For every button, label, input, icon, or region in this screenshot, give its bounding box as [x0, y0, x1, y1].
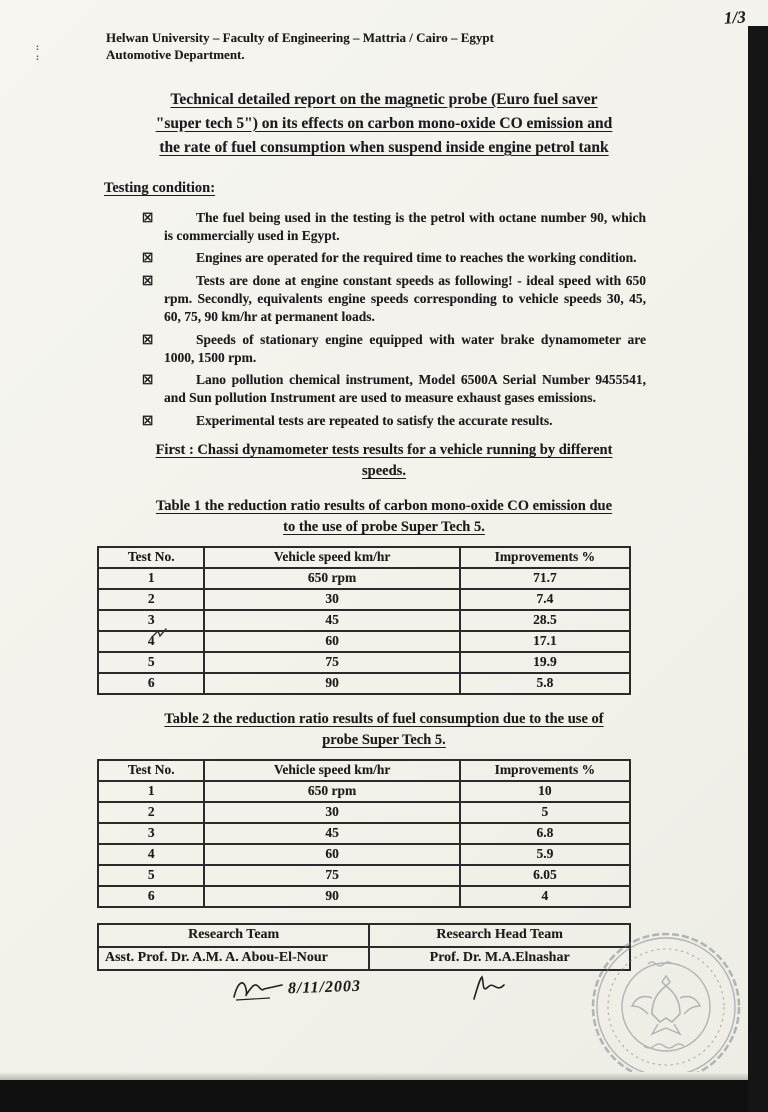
col-header: Vehicle speed km/hr [204, 547, 459, 568]
conditions-list [142, 209, 646, 430]
col-header: Test No. [98, 547, 204, 568]
checkbox-icon: ☒ [142, 413, 154, 428]
col-header: Test No. [98, 760, 204, 781]
section-heading-first: First : Chassi dynamometer tests results for a vehicle running by different speeds. [155, 441, 613, 479]
table-row: 5 75 19.9 [98, 652, 630, 673]
signature-scribble [468, 975, 508, 1003]
checkbox-icon: ☒ [142, 251, 154, 266]
list-item [142, 249, 646, 267]
table-row [98, 947, 630, 970]
pen-mark [150, 627, 168, 641]
report-title [94, 88, 674, 160]
condition-text: The fuel being used in the testing is the petrol with octane number 90, which is commercially used in Egypt. [164, 209, 646, 243]
col-header: Improvements % [460, 547, 630, 568]
checkbox-icon: ☒ [142, 274, 154, 289]
checkbox-icon: ☒ [142, 373, 154, 388]
scan-edge-right [748, 26, 768, 1112]
table-row: 5 75 6.05 [98, 865, 630, 886]
scan-speckles: : : [36, 42, 39, 62]
scan-shadow [0, 1072, 768, 1080]
researcher-name: Asst. Prof. Dr. A.M. A. Abou-El-Nour [98, 947, 369, 970]
table-header-row [98, 924, 630, 947]
table1-caption: Table 1 the reduction ratio results of carbon mono-oxide CO emission due to the use of probe Super Tech 5. [155, 497, 613, 535]
condition-text: Speeds of stationary engine equipped with water brake dynamometer are 1000, 1500 rpm. [164, 331, 646, 365]
list-item [142, 209, 646, 245]
checkbox-icon: ☒ [142, 332, 154, 347]
table-row: 2 30 7.4 [98, 589, 630, 610]
table-row: 1 650 rpm 71.7 [98, 568, 630, 589]
condition-text: Tests are done at engine constant speeds as following! - ideal speed with 650 rpm. Secondly, equivalents engine speeds corresponding to vehicle speeds 30, 45, 60, 75, 90 km/hr at permanent loads. [164, 273, 646, 324]
handwritten-date: 8/11/2003 [287, 977, 362, 998]
testing-condition-heading: Testing condition: [104, 179, 216, 196]
title-line: "super tech 5") on its effects on carbon mono-oxide CO emission and [155, 114, 613, 132]
condition-text: Engines are operated for the required time to reaches the working condition. [196, 250, 637, 266]
table-row: 2 30 5 [98, 802, 630, 823]
researcher-name: Prof. Dr. M.A.Elnashar [369, 947, 630, 970]
table-row: 6 90 5.8 [98, 673, 630, 694]
table-row: 3 45 6.8 [98, 823, 630, 844]
list-item [142, 412, 646, 430]
table-co-emission [97, 546, 631, 695]
research-team-table [97, 923, 631, 971]
table-row: 6 90 4 [98, 886, 630, 907]
table-row: 3 45 28.5 [98, 610, 630, 631]
letterhead-line1: Helwan University – Faculty of Engineering – Mattria / Cairo – Egypt [106, 30, 494, 45]
table-row: 4 60 17.1 [98, 631, 630, 652]
letterhead [106, 30, 768, 64]
col-header: Vehicle speed km/hr [204, 760, 459, 781]
list-item [142, 371, 646, 407]
col-header: Research Head Team [369, 924, 630, 947]
scan-edge-bottom [0, 1080, 768, 1112]
table-row: 1 650 rpm 10 [98, 781, 630, 802]
col-header: Improvements % [460, 760, 630, 781]
letterhead-line2: Automotive Department. [106, 46, 245, 62]
table2-caption: Table 2 the reduction ratio results of fuel consumption due to the use of probe Super Tech 5. [164, 710, 604, 748]
table-header-row [98, 760, 630, 781]
table-header-row [98, 547, 630, 568]
official-stamp-icon [582, 928, 750, 1086]
condition-text: Experimental tests are repeated to satisfy the accurate results. [196, 412, 553, 428]
table-row: 4 60 5.9 [98, 844, 630, 865]
col-header: Research Team [98, 924, 369, 947]
checkbox-icon: ☒ [142, 210, 154, 225]
title-line: the rate of fuel consumption when suspend inside engine petrol tank [159, 138, 609, 156]
table-fuel-consumption [97, 759, 631, 908]
condition-text: Lano pollution chemical instrument, Model 6500A Serial Number 9455541, and Sun pollution Instrument are used to measure exhaust gases emissions. [164, 372, 646, 406]
handwritten-page-number: 1/3 [723, 7, 747, 28]
title-line: Technical detailed report on the magnetic probe (Euro fuel saver [170, 90, 598, 108]
signature-scribble [230, 977, 286, 1003]
list-item [142, 272, 646, 325]
list-item [142, 331, 646, 367]
